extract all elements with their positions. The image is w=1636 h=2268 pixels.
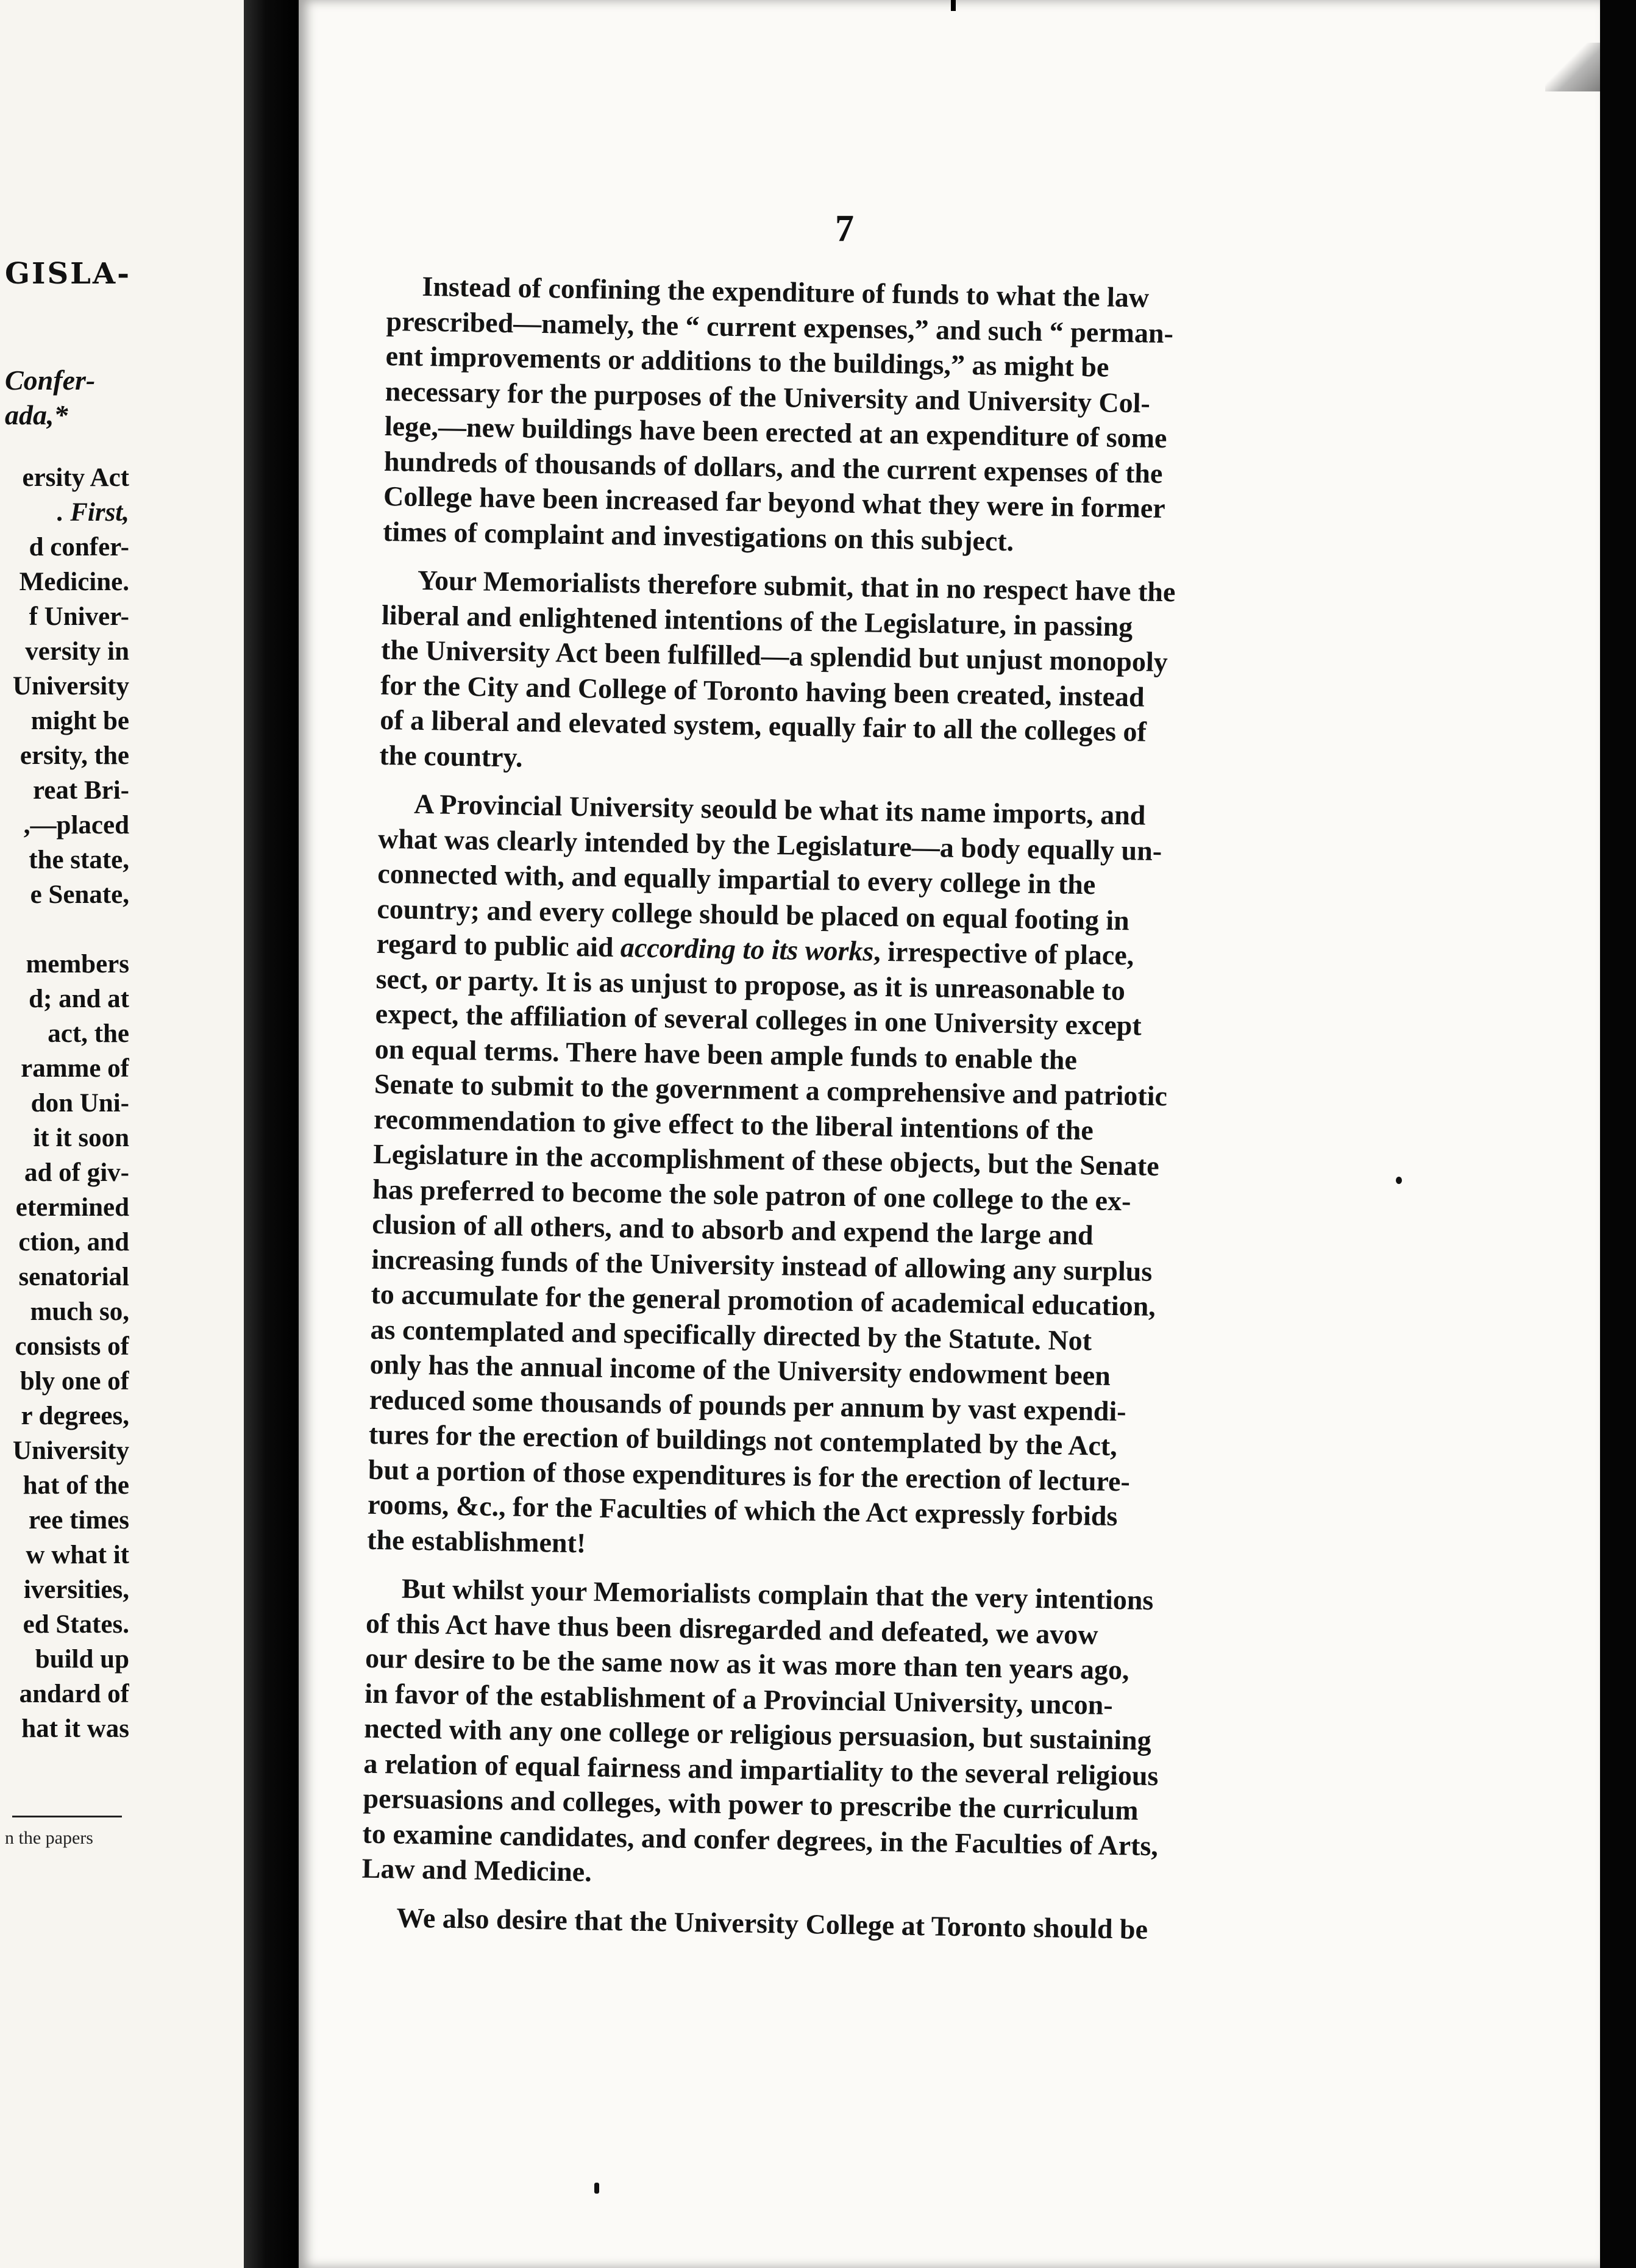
text-line: as contemplated and specifically directed by the Statute. Not <box>370 1313 1092 1356</box>
left-page-line: Medicine. <box>19 568 129 596</box>
text-line: on equal terms. There have been ample funds to enable the <box>374 1033 1078 1075</box>
ink-speck <box>1396 1177 1402 1184</box>
left-page-line: might be <box>30 707 129 735</box>
text-line: ent improvements or additions to the buildings,” as might be <box>385 340 1109 383</box>
text-line: expect, the affiliation of several colleges in one University except <box>375 997 1142 1041</box>
text-line: reduced some thousands of pounds per annum by vast expendi- <box>369 1383 1126 1427</box>
text-line: the establishment! <box>366 1524 586 1558</box>
text-line: recommendation to give effect to the liberal intentions of the <box>373 1103 1094 1146</box>
text-line: persuasions and colleges, with power to prescribe the curriculum <box>363 1782 1139 1826</box>
left-page-line <box>0 912 129 947</box>
scan-mark <box>951 0 956 11</box>
paragraph <box>383 268 1256 562</box>
text-line: liberal and enlightened intentions of the Legislature, in passing <box>381 599 1133 642</box>
page-number: 7 <box>835 208 854 249</box>
text-line: in favor of the establishment of a Provincial University, uncon- <box>364 1677 1114 1721</box>
text-line: but a portion of those expenditures is for the erection of lecture- <box>368 1453 1131 1497</box>
left-page-line: iversities, <box>23 1575 129 1604</box>
text-line: nected with any one college or religious persuasion, but sustaining <box>363 1712 1152 1756</box>
left-page-line: ree times <box>28 1506 129 1535</box>
text-line: Instead of confining the expenditure of funds to what the law <box>422 270 1150 313</box>
page-body-text <box>361 268 1256 1948</box>
left-page-line: senatorial <box>18 1263 129 1291</box>
left-page-line: members <box>26 950 129 979</box>
left-page-line: etermined <box>15 1193 129 1222</box>
left-page-line: w what it <box>26 1541 129 1569</box>
left-page-line: r degrees, <box>21 1402 129 1430</box>
left-page-subheading <box>0 363 244 432</box>
text-line: rooms, &c., for the Faculties of which the Act expressly forbids <box>367 1488 1118 1532</box>
text-line: our desire to be the same now as it was more than ten years ago, <box>365 1642 1129 1686</box>
left-page-line: build up <box>35 1645 129 1674</box>
text-line: connected with, and equally impartial to every college in the <box>377 857 1096 900</box>
text-line: country; and every college should be placed on equal footing in <box>377 893 1130 936</box>
left-page-line: consists of <box>15 1332 129 1361</box>
text-line: a relation of equal fairness and impartiality to the several religious <box>363 1747 1159 1791</box>
text-line: has preferred to become the sole patron of one college to the ex- <box>372 1173 1131 1216</box>
text-line: regard to public aid according to its works, irrespective of place, <box>376 927 1134 971</box>
left-page-line: f Univer- <box>29 602 129 631</box>
text-line: to examine candidates, and confer degrees, in the Faculties of Arts, <box>362 1817 1159 1861</box>
text-line: for the City and College of Toronto having been created, instead <box>380 669 1145 713</box>
left-page-line: hat it was <box>21 1714 129 1743</box>
text-line: We also desire that the University College at Toronto should be <box>396 1902 1148 1945</box>
text-line: tures for the erection of buildings not contemplated by the Act, <box>368 1418 1118 1462</box>
previous-page-fragment <box>0 0 244 2268</box>
left-page-line: don Uni- <box>30 1089 129 1118</box>
left-page-line: ,—placed <box>23 811 129 840</box>
left-page-line: ed States. <box>23 1610 129 1639</box>
left-page-footnote: n the papers <box>5 1828 93 1848</box>
text-line: what was clearly intended by the Legislature—a body equally un- <box>377 822 1162 866</box>
left-page-heading: GISLA- <box>5 257 132 291</box>
book-gutter <box>244 0 299 2268</box>
text-line: only has the annual income of the University endowment been <box>369 1348 1111 1391</box>
left-page-line: . First, <box>57 498 129 527</box>
text-line: of a liberal and elevated system, equally fair to all the colleges of <box>379 704 1147 747</box>
text-line: of this Act have thus been disregarded and defeated, we avow <box>365 1607 1098 1650</box>
text-line: Law and Medicine. <box>361 1852 592 1888</box>
paragraph <box>367 786 1248 1571</box>
left-page-line: reat Bri- <box>33 776 129 805</box>
emphasis: according to its works <box>620 932 874 967</box>
text-line: lege,—new buildings have been erected at an expenditure of some <box>384 410 1167 454</box>
left-page-line: hat of the <box>23 1471 129 1500</box>
left-page-line: University <box>12 1436 129 1465</box>
left-page-line: ersity Act <box>22 463 129 492</box>
left-page-line: d confer- <box>29 533 129 562</box>
left-page-line: it it soon <box>33 1124 129 1152</box>
left-page-line: d; and at <box>29 985 129 1013</box>
left-page-line: much so, <box>30 1297 129 1326</box>
page-corner-shadow <box>1545 43 1600 91</box>
footnote-rule <box>12 1816 122 1817</box>
ink-speck <box>594 2183 599 2194</box>
paragraph <box>361 1571 1235 1900</box>
left-page-text-column <box>0 460 129 1746</box>
text-line: the University Act been fulfilled—a splendid but unjust monopoly <box>380 633 1168 678</box>
text-line: Senate to submit to the government a comprehensive and patriotic <box>374 1068 1168 1112</box>
left-subheading-line: Confer- <box>5 365 96 396</box>
text-line: sect, or party. It is as unjust to propose, as it is unreasonable to <box>375 963 1126 1006</box>
left-page-line: versity in <box>25 637 129 666</box>
current-page <box>299 0 1600 2268</box>
text-line: hundreds of thousands of dollars, and the current expenses of the <box>383 445 1163 489</box>
text-line: times of complaint and investigations on this subject. <box>382 515 1014 557</box>
text-line: Legislature in the accomplishment of these objects, but the Senate <box>372 1138 1160 1182</box>
text-line: But whilst your Memorialists complain that the very intentions <box>401 1572 1154 1616</box>
left-page-line: ersity, the <box>20 741 129 770</box>
text-line: the country. <box>379 739 523 773</box>
paragraph <box>379 562 1251 786</box>
text-line: necessary for the purposes of the University and University Col- <box>385 375 1151 419</box>
left-page-line: the state, <box>29 846 129 874</box>
left-subheading-line: ada,* <box>5 399 68 430</box>
text-line: A Provincial University seould be what its name imports, and <box>413 788 1146 831</box>
left-page-line: ad of giv- <box>24 1158 129 1187</box>
text-line: increasing funds of the University instead of allowing any surplus <box>371 1243 1153 1287</box>
text-line: Your Memorialists therefore submit, that in no respect have the <box>417 564 1176 608</box>
left-page-line: act, the <box>48 1019 129 1048</box>
text-line: College have been increased far beyond what they were in former <box>383 480 1166 524</box>
left-page-line: andard of <box>19 1680 129 1708</box>
text-line: to accumulate for the general promotion of academical education, <box>371 1278 1156 1322</box>
text-line: clusion of all others, and to absorb and expend the large and <box>371 1208 1094 1251</box>
text-line: prescribed—namely, the “ current expenses,” and such “ perman- <box>386 305 1174 349</box>
left-page-line: ramme of <box>21 1054 129 1083</box>
left-page-line: University <box>12 672 129 701</box>
left-page-line: ction, and <box>18 1228 129 1257</box>
left-page-line: bly one of <box>20 1367 129 1396</box>
left-page-line: e Senate, <box>30 880 129 909</box>
